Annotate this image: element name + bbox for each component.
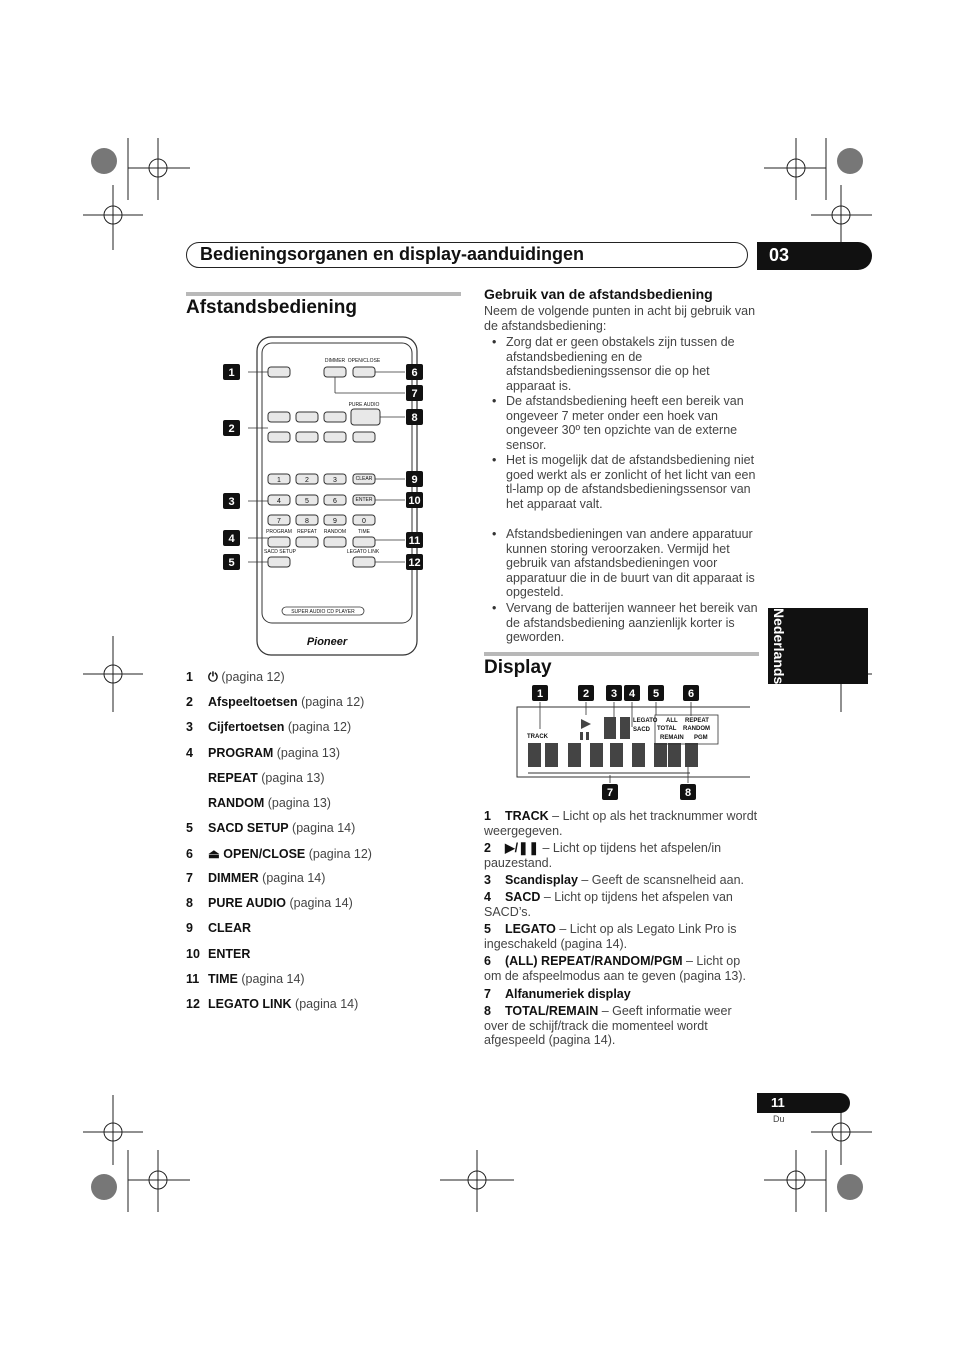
display-label-sacd: SACD bbox=[633, 727, 651, 733]
list-item: 9 CLEAR bbox=[186, 921, 252, 935]
bullet-item: • De afstandsbediening heeft een bereik van ongeveer 7 meter onder een hoek van ongeveer 30º ten opzichte van de externe sensor. bbox=[484, 394, 759, 452]
list-item: 6 ⏏ OPEN/CLOSE (pagina 12) bbox=[186, 847, 372, 861]
remote-label-dimmer: DIMMER bbox=[324, 358, 346, 364]
page-number: 11 bbox=[757, 1093, 850, 1113]
display-label-pgm: PGM bbox=[694, 735, 708, 741]
display-label-repeat: REPEAT bbox=[685, 718, 709, 724]
section-rule bbox=[484, 652, 759, 656]
list-item: RANDOM (pagina 13) bbox=[208, 796, 331, 810]
list-item: 1 ⏻ (pagina 12) bbox=[186, 670, 285, 684]
remote-callout-12: 12 bbox=[408, 557, 421, 569]
remote-callout-3: 3 bbox=[228, 496, 235, 508]
remote-key-clear: CLEAR bbox=[355, 476, 373, 482]
list-item: 11 TIME (pagina 14) bbox=[186, 972, 305, 986]
remote-label-sacd-setup: SACD SETUP bbox=[264, 549, 296, 555]
language-code: Du bbox=[773, 1114, 785, 1124]
remote-label-pureaudio: PURE AUDIO bbox=[348, 402, 380, 408]
display-label-all: ALL bbox=[666, 718, 678, 724]
chapter-number: 03 bbox=[757, 242, 872, 270]
remote-key-8: 8 bbox=[305, 518, 309, 525]
list-item: 2 Afspeeltoetsen (pagina 12) bbox=[186, 695, 365, 709]
remote-key-3: 3 bbox=[333, 477, 337, 484]
display-label-total: TOTAL bbox=[657, 726, 677, 732]
display-item: 5 LEGATO – Licht op als Legato Link Pro is ingeschakeld (pagina 14). bbox=[484, 922, 737, 951]
list-item: 4 PROGRAM (pagina 13) bbox=[186, 746, 340, 760]
display-callout-7: 7 bbox=[606, 787, 614, 799]
display-item: 6 (ALL) REPEAT/RANDOM/PGM – Licht op om de afspeelmodus aan te geven (pagina 13). bbox=[484, 954, 746, 983]
remote-label-program: PROGRAM bbox=[266, 529, 292, 535]
page-header-title: Bedieningsorganen en display-aanduidingen bbox=[200, 244, 585, 264]
display-item: 2 ▶/❚❚ – Licht op tijdens het afspelen/in pauzestand. bbox=[484, 841, 722, 870]
remote-brand-logo: Pioneer bbox=[306, 636, 348, 648]
section-rule bbox=[186, 292, 461, 296]
display-label-legato: LEGATO bbox=[633, 718, 658, 724]
bullet-item: • Het is mogelijk dat de afstandsbediening niet goed werkt als er zonlicht of het licht van een tl-lamp op de afstandsbedieningssensor van het apparaat valt. bbox=[484, 453, 759, 511]
remote-callout-5: 5 bbox=[228, 557, 235, 569]
remote-label-random: RANDOM bbox=[323, 529, 347, 535]
remote-label-repeat: REPEAT bbox=[297, 529, 317, 535]
remote-key-5: 5 bbox=[305, 498, 309, 505]
remote-callout-6: 6 bbox=[411, 367, 418, 379]
list-item: 7 DIMMER (pagina 14) bbox=[186, 871, 326, 885]
display-item: 4 SACD – Licht op tijdens het afspelen van SACD’s. bbox=[484, 890, 733, 919]
display-illustration bbox=[510, 683, 750, 803]
display-callout-1: 1 bbox=[536, 688, 544, 700]
display-callout-8: 8 bbox=[684, 787, 692, 799]
display-item: 8 TOTAL/REMAIN – Geeft informatie weer over de schijf/track die momenteel wordt afgespeeld (pagina 14). bbox=[484, 1004, 732, 1048]
remote-callout-11: 11 bbox=[408, 535, 421, 547]
list-item: 12 LEGATO LINK (pagina 14) bbox=[186, 997, 359, 1011]
remote-key-4: 4 bbox=[277, 498, 281, 505]
remote-callout-9: 9 bbox=[411, 474, 418, 486]
remote-heading: Afstandsbediening bbox=[186, 297, 358, 318]
display-callout-4: 4 bbox=[628, 688, 636, 700]
remote-key-enter: ENTER bbox=[355, 497, 373, 503]
list-item: 8 PURE AUDIO (pagina 14) bbox=[186, 896, 353, 910]
display-callout-5: 5 bbox=[652, 688, 660, 700]
remote-callout-7: 7 bbox=[411, 388, 418, 400]
list-item: 5 SACD SETUP (pagina 14) bbox=[186, 821, 356, 835]
bullet-item: • Afstandsbedieningen van andere apparatuur kunnen storing veroorzaken. Vermijd het gebruik van afstandsbedieningen voor apparatuur die in de buurt van dit apparaat is opgesteld. bbox=[484, 527, 759, 600]
usage-intro: Neem de volgende punten in acht bij gebruik van de afstandsbediening: bbox=[484, 304, 756, 333]
remote-callout-4: 4 bbox=[228, 533, 235, 545]
remote-callout-8: 8 bbox=[411, 412, 418, 424]
display-callout-2: 2 bbox=[582, 688, 590, 700]
display-label-random: RANDOM bbox=[683, 726, 710, 732]
remote-key-2: 2 bbox=[305, 477, 309, 484]
display-item: 3 Scandisplay – Geeft de scansnelheid aan. bbox=[484, 873, 744, 887]
bullet-item: • Vervang de batterijen wanneer het bereik van de afstandsbediening aanzienlijk korter is geworden. bbox=[484, 601, 759, 645]
remote-illustration bbox=[220, 335, 435, 660]
remote-label-legato-link: LEGATO LINK bbox=[346, 549, 380, 555]
display-label-track: TRACK bbox=[527, 734, 548, 740]
remote-callout-1: 1 bbox=[228, 367, 235, 379]
remote-label-openclose: OPEN/CLOSE bbox=[347, 358, 381, 364]
remote-key-7: 7 bbox=[277, 518, 281, 525]
remote-callout-2: 2 bbox=[228, 423, 235, 435]
display-heading: Display bbox=[484, 657, 552, 678]
remote-label-time: TIME bbox=[358, 529, 370, 535]
list-item: 3 Cijfertoetsen (pagina 12) bbox=[186, 720, 352, 734]
usage-heading: Gebruik van de afstandsbediening bbox=[484, 286, 713, 302]
remote-callout-10: 10 bbox=[408, 495, 421, 507]
list-item: 10 ENTER bbox=[186, 947, 251, 961]
display-label-remain: REMAIN bbox=[660, 735, 684, 741]
bullet-item: • Zorg dat er geen obstakels zijn tussen de afstandsbediening en de afstandsbedieningssensor die op het apparaat is. bbox=[484, 335, 759, 393]
display-callout-3: 3 bbox=[610, 688, 618, 700]
display-item: 1 TRACK – Licht op als het tracknummer wordt weergegeven. bbox=[484, 809, 758, 838]
language-side-tab-label: Nederlands bbox=[771, 607, 787, 685]
list-item: REPEAT (pagina 13) bbox=[208, 771, 325, 785]
display-callout-6: 6 bbox=[687, 688, 695, 700]
remote-key-1: 1 bbox=[277, 477, 281, 484]
remote-footer-text: SUPER AUDIO CD PLAYER bbox=[291, 609, 355, 615]
remote-key-9: 9 bbox=[333, 518, 337, 525]
remote-key-6: 6 bbox=[333, 498, 337, 505]
display-item: 7 Alfanumeriek display bbox=[484, 987, 631, 1001]
remote-key-0: 0 bbox=[362, 518, 366, 525]
